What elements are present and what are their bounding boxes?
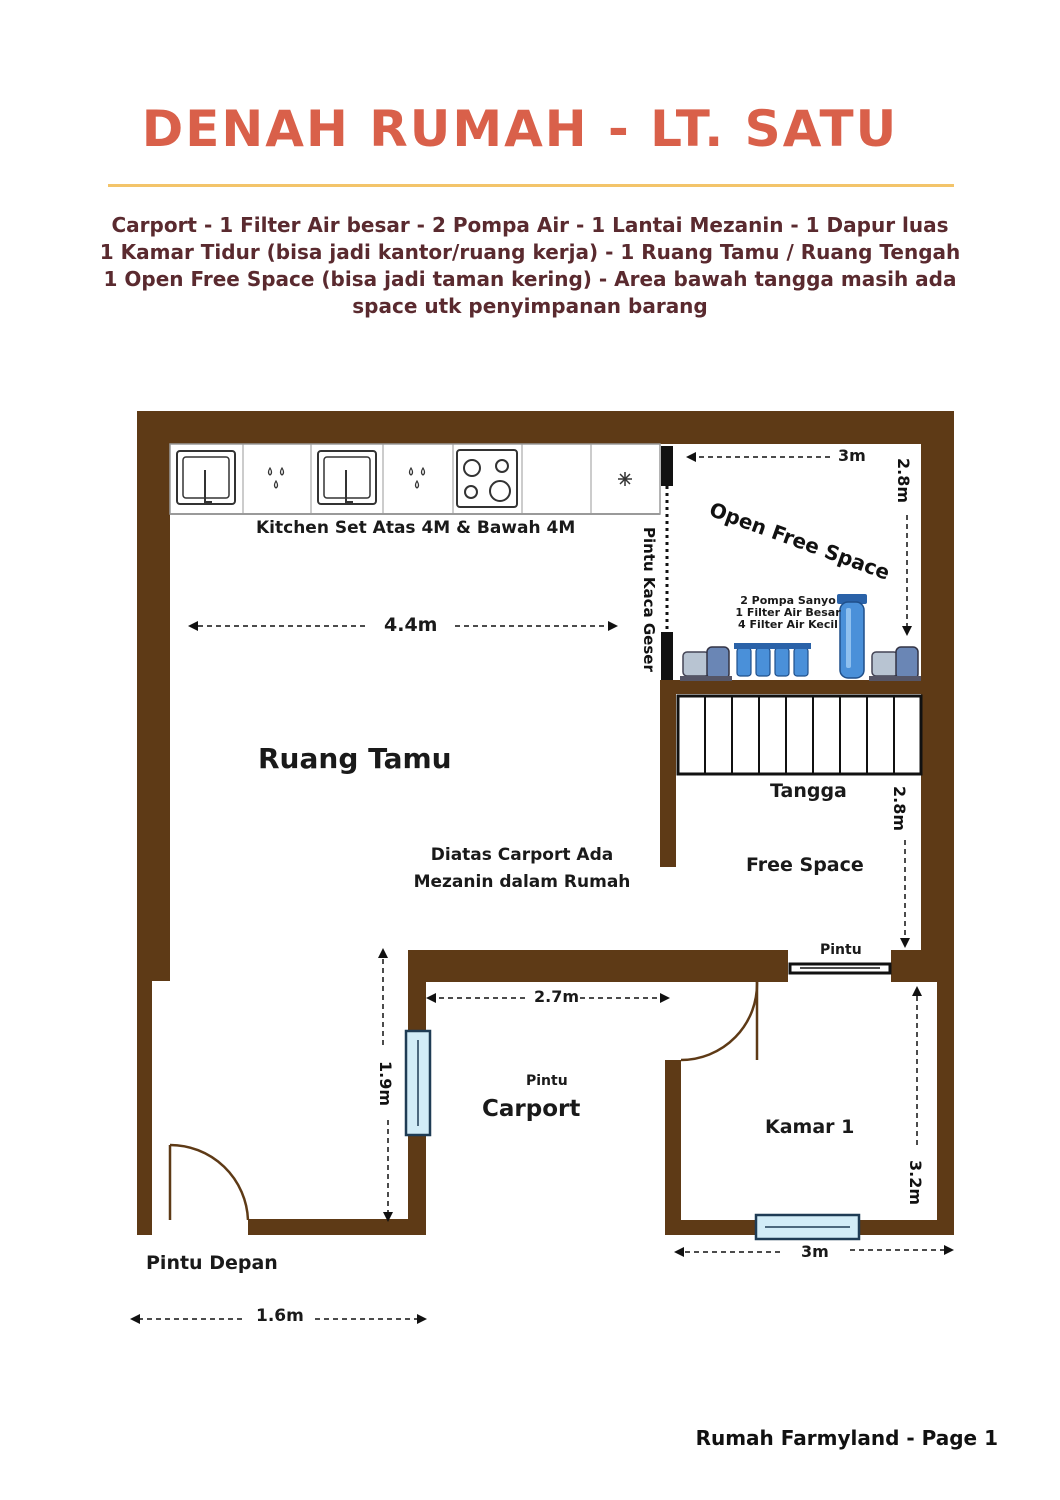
carport-label: Carport <box>482 1096 581 1122</box>
wall-left <box>137 411 170 981</box>
open-space-label: Open Free Space <box>706 497 894 585</box>
sink-icon <box>177 451 235 504</box>
wall-room-left <box>665 1060 681 1235</box>
water-filter-icon <box>734 643 811 676</box>
wall-room-right <box>937 981 954 1235</box>
dim-open-space-width: 3m <box>838 446 866 465</box>
carport-door-window <box>406 1031 430 1135</box>
dim-living-width: 4.4m <box>384 614 438 636</box>
dim-stair-depth: 2.8m <box>890 786 909 832</box>
wall-right <box>921 411 954 981</box>
dim-front-width: 1.6m <box>256 1306 304 1326</box>
dim-room1-depth: 3.2m <box>906 1160 925 1206</box>
water-pump-icon <box>869 647 921 681</box>
room1-door-label: Pintu <box>820 942 862 958</box>
dim-room1-width: 3m <box>801 1242 829 1261</box>
snowflake-icon <box>618 472 632 486</box>
summary-line-2: 1 Kamar Tidur (bisa jadi kantor/ruang kerja) - 1 Ruang Tamu / Ruang Tengah <box>99 240 961 264</box>
mezzanine-note-1: Diatas Carport Ada <box>430 845 614 865</box>
sliding-door <box>661 446 673 680</box>
mezzanine-note-2: Mezanin dalam Rumah <box>413 872 631 892</box>
wall-carport-top <box>408 950 788 982</box>
dim-open-space-depth: 2.8m <box>894 458 913 504</box>
summary-line-3: 1 Open Free Space (bisa jadi taman kering) - Area bawah tangga masih ada <box>103 267 957 291</box>
wall-room-bottom-a <box>665 1220 757 1235</box>
kitchen-set <box>170 444 660 514</box>
front-door-swing <box>170 1145 248 1220</box>
sink-icon <box>318 451 376 504</box>
free-space-label: Free Space <box>746 854 864 876</box>
room1-window <box>756 1215 859 1239</box>
summary-line-4: space utk penyimpanan barang <box>352 294 708 318</box>
dim-carport-depth: 1.9m <box>376 1061 395 1107</box>
water-pump-icon <box>680 647 732 681</box>
equipment-label-2: 1 Filter Air Besar <box>735 606 841 619</box>
wall-bottom-left <box>248 1219 410 1235</box>
page-title: DENAH RUMAH - LT. SATU <box>141 100 899 158</box>
kitchen-label: Kitchen Set Atas 4M & Bawah 4M <box>256 518 576 538</box>
dim-carport-width: 2.7m <box>534 987 580 1006</box>
wall-partition-vertical <box>660 682 676 867</box>
equipment-label-1: 2 Pompa Sanyo <box>740 594 836 607</box>
room1-door-sliding <box>790 964 890 973</box>
sliding-door-label: Pintu Kaca Geser <box>640 527 658 672</box>
wall-room-top <box>891 950 954 982</box>
stairs-label: Tangga <box>770 780 847 802</box>
living-room-label: Ruang Tamu <box>258 742 452 775</box>
wall-partition-horizontal <box>660 680 922 694</box>
wall-top <box>137 411 954 444</box>
room1-door-swing <box>681 982 757 1060</box>
front-door-label: Pintu Depan <box>146 1252 278 1274</box>
page-footer: Rumah Farmyland - Page 1 <box>695 1426 998 1450</box>
room1-label: Kamar 1 <box>765 1116 855 1138</box>
summary-line-1: Carport - 1 Filter Air besar - 2 Pompa Air - 1 Lantai Mezanin - 1 Dapur luas <box>111 213 949 237</box>
stairs <box>678 696 921 774</box>
equipment-label-3: 4 Filter Air Kecil <box>738 618 838 631</box>
carport-door-label: Pintu <box>526 1073 568 1089</box>
